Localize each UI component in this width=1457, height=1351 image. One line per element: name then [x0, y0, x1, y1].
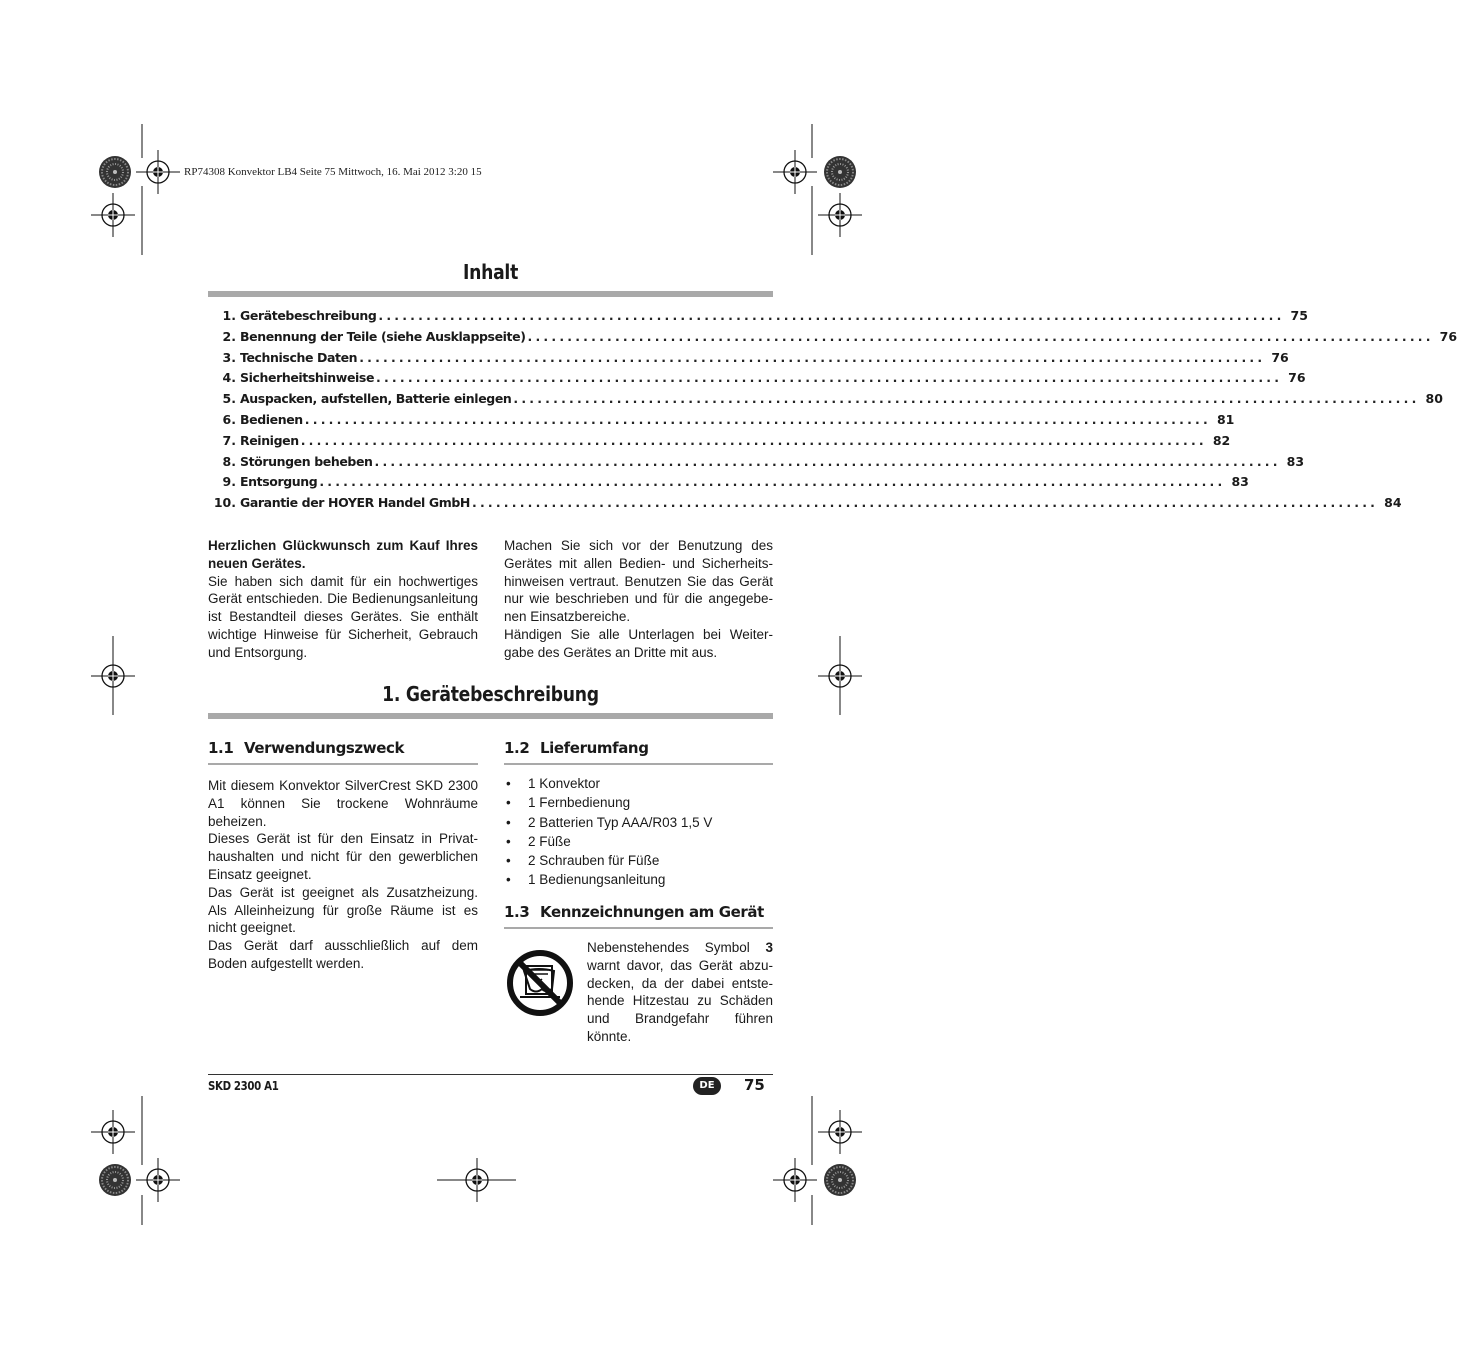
- list-item: [504, 853, 773, 872]
- toc-entry-number: 10.: [213, 495, 236, 511]
- toc-entry-title: Entsorgung: [240, 474, 318, 490]
- marking-text-after: warnt davor, das Gerät abzudecken, da der dabei entstehende Hitzestau zu Schäden und Brandgefahr führen könnte.: [587, 957, 773, 1044]
- toc-entry-title: Gerätebeschreibung: [240, 308, 377, 323]
- marking-text-before: Nebenstehendes Symbol: [587, 940, 766, 955]
- toc-heading-bar: [208, 291, 773, 297]
- toc-entry[interactable]: [208, 432, 1231, 454]
- subsection-heading-1-2: [504, 739, 773, 765]
- toc-entry-number: 9.: [222, 474, 236, 490]
- toc-entry-title: Garantie der HOYER Handel GmbH: [240, 495, 470, 511]
- list-item-text: 1 Bedienungsanleitung: [528, 872, 666, 888]
- toc-entry[interactable]: [208, 349, 1289, 371]
- do-not-cover-icon: [506, 949, 574, 1022]
- language-badge: DE: [693, 1077, 721, 1095]
- subsection-number: 1.1: [208, 739, 234, 757]
- list-item: [504, 872, 773, 891]
- toc-entry[interactable]: [208, 495, 1402, 516]
- toc-entry-page: 83: [1286, 453, 1305, 469]
- toc-entry[interactable]: [208, 453, 1305, 475]
- toc-entry-page: 76: [1271, 349, 1289, 365]
- usage-purpose-text: [208, 777, 478, 973]
- section-heading-bar: [208, 713, 773, 719]
- footer-rule: [208, 1074, 773, 1075]
- toc-leader-dots: ..................................................................................................................: [472, 495, 1379, 511]
- subsection-number: 1.2: [504, 739, 530, 757]
- intro-left-column: [208, 537, 478, 662]
- list-item: [504, 815, 773, 834]
- paragraph: Dieses Gerät ist für den Einsatz in Privathaushalten und nicht für den gewerblichen Einsatz geeignet.: [208, 831, 478, 882]
- toc-entry[interactable]: [208, 391, 1443, 412]
- paragraph: Das Gerät darf ausschließlich auf dem Boden aufgestellt werden.: [208, 938, 478, 971]
- toc-entry-page: 76: [1439, 328, 1457, 344]
- toc-entry[interactable]: [208, 411, 1235, 433]
- list-item-text: 1 Konvektor: [528, 776, 601, 791]
- list-item-text: 1 Fernbedienung: [528, 795, 631, 811]
- table-of-contents: [208, 308, 1457, 516]
- toc-entry[interactable]: [208, 308, 1308, 329]
- toc-heading: Inhalt: [462, 260, 519, 284]
- subsection-title: Lieferumfang: [540, 739, 649, 757]
- toc-entry-number: 3.: [222, 349, 236, 365]
- list-item: [504, 795, 773, 814]
- greeting: Herzlichen Glückwunsch zum Kauf Ihres neuen Gerätes.: [208, 538, 478, 571]
- toc-entry-page: 82: [1212, 432, 1231, 448]
- toc-entry-title: Bedienen: [240, 411, 303, 427]
- page-number: 75: [744, 1076, 765, 1094]
- toc-entry[interactable]: [208, 328, 1457, 350]
- toc-entry-title: Sicherheitshinweise: [240, 370, 375, 386]
- toc-leader-dots: ..................................................................................................................: [300, 432, 1207, 448]
- intro-right-text-1: Machen Sie sich vor der Benutzung des Gerätes mit allen Bedien- und Sicherheitshinweisen vertraut. Benutzen Sie das Gerät nur wie beschrieben und für die angegebenen Einsatzbereiche.: [504, 538, 773, 625]
- subsection-number: 1.3: [504, 903, 530, 921]
- symbol-number: 3: [765, 940, 773, 955]
- toc-entry-number: 8.: [222, 453, 236, 469]
- toc-leader-dots: ..................................................................................................................: [376, 370, 1283, 386]
- toc-leader-dots: ..................................................................................................................: [378, 308, 1285, 323]
- marking-text: [587, 939, 773, 1046]
- intro-right-column: [504, 537, 773, 662]
- bullet: •: [506, 833, 511, 849]
- toc-entry-title: Benennung der Teile (siehe Ausklappseite): [240, 328, 526, 344]
- toc-entry-number: 4.: [222, 370, 236, 386]
- toc-entry-number: 5.: [222, 391, 236, 407]
- toc-entry-title: Technische Daten: [240, 349, 358, 365]
- list-item-text: 2 Schrauben für Füße: [528, 853, 660, 869]
- toc-entry-page: 81: [1216, 411, 1235, 427]
- toc-entry-title: Reinigen: [240, 432, 299, 448]
- section-heading: 1. Gerätebeschreibung: [382, 682, 599, 706]
- list-item-text: 2 Batterien Typ AAA/R03 1,5 V: [528, 814, 713, 830]
- bullet: •: [506, 776, 511, 791]
- subsection-title: Verwendungszweck: [244, 739, 405, 757]
- bullet: •: [506, 853, 511, 869]
- subsection-title: Kennzeichnungen am Gerät: [540, 903, 764, 921]
- bullet: •: [506, 872, 511, 888]
- paragraph: Mit diesem Konvektor SilverCrest SKD 2300 A1 können Sie trockene Wohnräume beheizen.: [208, 778, 478, 829]
- toc-entry-number: 1.: [222, 308, 236, 323]
- list-item: [504, 776, 773, 795]
- toc-leader-dots: ..................................................................................................................: [513, 391, 1420, 407]
- toc-entry-number: 6.: [222, 411, 236, 427]
- toc-entry-number: 7.: [222, 432, 236, 448]
- toc-leader-dots: ..................................................................................................................: [304, 411, 1211, 427]
- toc-entry-page: 76: [1288, 370, 1306, 386]
- toc-entry-title: Störungen beheben: [240, 453, 373, 469]
- bullet: •: [506, 814, 511, 830]
- list-item: [504, 834, 773, 853]
- print-info: RP74308 Konvektor LB4 Seite 75 Mittwoch, 16. Mai 2012 3:20 15: [184, 166, 482, 178]
- toc-leader-dots: ..................................................................................................................: [359, 349, 1266, 365]
- toc-entry-page: 83: [1231, 474, 1249, 490]
- toc-leader-dots: ..................................................................................................................: [527, 328, 1434, 344]
- toc-leader-dots: ..................................................................................................................: [319, 474, 1226, 490]
- model-number: SKD 2300 A1: [208, 1079, 279, 1093]
- toc-entry-page: 84: [1384, 495, 1402, 511]
- paragraph: Das Gerät ist geeignet als Zusatzheizung. Als Alleinheizung für große Räume ist es nicht geeignet.: [208, 884, 478, 936]
- delivery-scope-list: [504, 776, 773, 892]
- toc-entry[interactable]: [208, 474, 1249, 495]
- subsection-heading-1-1: [208, 739, 478, 765]
- intro-left-text: Sie haben sich damit für ein hochwertiges Gerät entschieden. Die Bedienungsanleitung ist Bestandteil dieses Gerätes. Sie enthält wichtige Hinweise für Sicherheit, Gebrauch und Entsorgung.: [208, 573, 478, 660]
- toc-entry[interactable]: [208, 370, 1306, 391]
- toc-entry-number: 2.: [222, 328, 236, 344]
- list-item-text: 2 Füße: [528, 833, 571, 849]
- bullet: •: [506, 795, 511, 811]
- toc-entry-page: 75: [1290, 308, 1308, 323]
- toc-leader-dots: ..................................................................................................................: [374, 453, 1281, 469]
- intro-right-text-2: Händigen Sie alle Unterlagen bei Weitergabe des Gerätes an Dritte mit aus.: [504, 626, 773, 660]
- subsection-heading-1-3: [504, 903, 773, 929]
- toc-entry-title: Auspacken, aufstellen, Batterie einlegen: [240, 391, 512, 407]
- toc-entry-page: 80: [1425, 391, 1443, 407]
